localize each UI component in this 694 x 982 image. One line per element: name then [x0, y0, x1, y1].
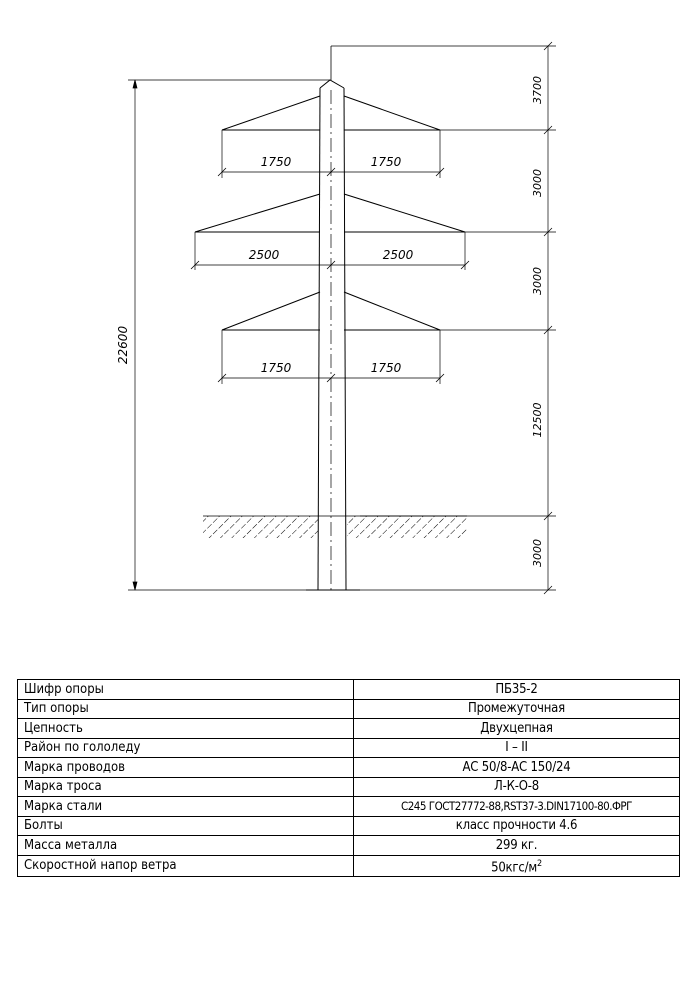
- right-dim-label: 3000: [531, 539, 544, 567]
- arm-dim-label: 2500: [382, 248, 414, 262]
- row-value: 299 кг.: [354, 836, 680, 856]
- row-value: I – II: [354, 738, 680, 758]
- row-label: Скоростной напор ветра: [18, 855, 354, 876]
- right-dim-label: 3000: [531, 267, 544, 295]
- row-value-text: 50кгс/м: [491, 859, 537, 875]
- row-value: Промежуточная: [354, 699, 680, 719]
- table-row: [18, 719, 680, 739]
- row-label: Марка троса: [18, 777, 354, 797]
- table-row: [18, 738, 680, 758]
- row-value: Л-К-О-8: [354, 777, 680, 797]
- overall-height-label: 22600: [116, 325, 130, 365]
- right-dim-label: 12500: [531, 402, 544, 438]
- table-row: [18, 836, 680, 856]
- table-row: [18, 797, 680, 817]
- arm-dimension-ticks: [191, 168, 469, 382]
- arm-dim-label: 1750: [370, 155, 402, 169]
- row-label: Тип опоры: [18, 699, 354, 719]
- row-value: ПБ35-2: [354, 680, 680, 700]
- row-label: Марка стали: [18, 797, 354, 817]
- top-extension: [331, 46, 556, 80]
- table-row: [18, 855, 680, 876]
- table-row: [18, 777, 680, 797]
- row-value: С245 ГОСТ27772-88,RST37-3.DIN17100-80.ФРГ: [354, 797, 680, 817]
- arm-dim-label: 2500: [248, 248, 280, 262]
- overall-dimension: [128, 80, 330, 590]
- row-label: Марка проводов: [18, 758, 354, 778]
- table-row: [18, 699, 680, 719]
- row-value-sup: 2: [536, 858, 542, 869]
- row-label: Болты: [18, 816, 354, 836]
- arm-dim-label: 1750: [260, 155, 292, 169]
- right-dim-label: 3000: [531, 169, 544, 197]
- row-label: Район по гололеду: [18, 738, 354, 758]
- arm-dim-label: 1750: [260, 361, 292, 375]
- row-value: АС 50/8-АС 150/24: [354, 758, 680, 778]
- row-value: Двухцепная: [354, 719, 680, 739]
- pole-shaft: [306, 80, 360, 590]
- table-row: [18, 680, 680, 700]
- right-dim-label: 3700: [531, 76, 544, 104]
- row-label: Масса металла: [18, 836, 354, 856]
- row-value: класс прочности 4.6: [354, 816, 680, 836]
- ground-hatch: [203, 516, 467, 538]
- right-dimension-chain: [346, 42, 556, 594]
- specs-table: [17, 679, 680, 877]
- row-value: [354, 855, 680, 876]
- row-label: Цепность: [18, 719, 354, 739]
- arm-dim-label: 1750: [370, 361, 402, 375]
- table-row: [18, 758, 680, 778]
- row-label: Шифр опоры: [18, 680, 354, 700]
- table-row: [18, 816, 680, 836]
